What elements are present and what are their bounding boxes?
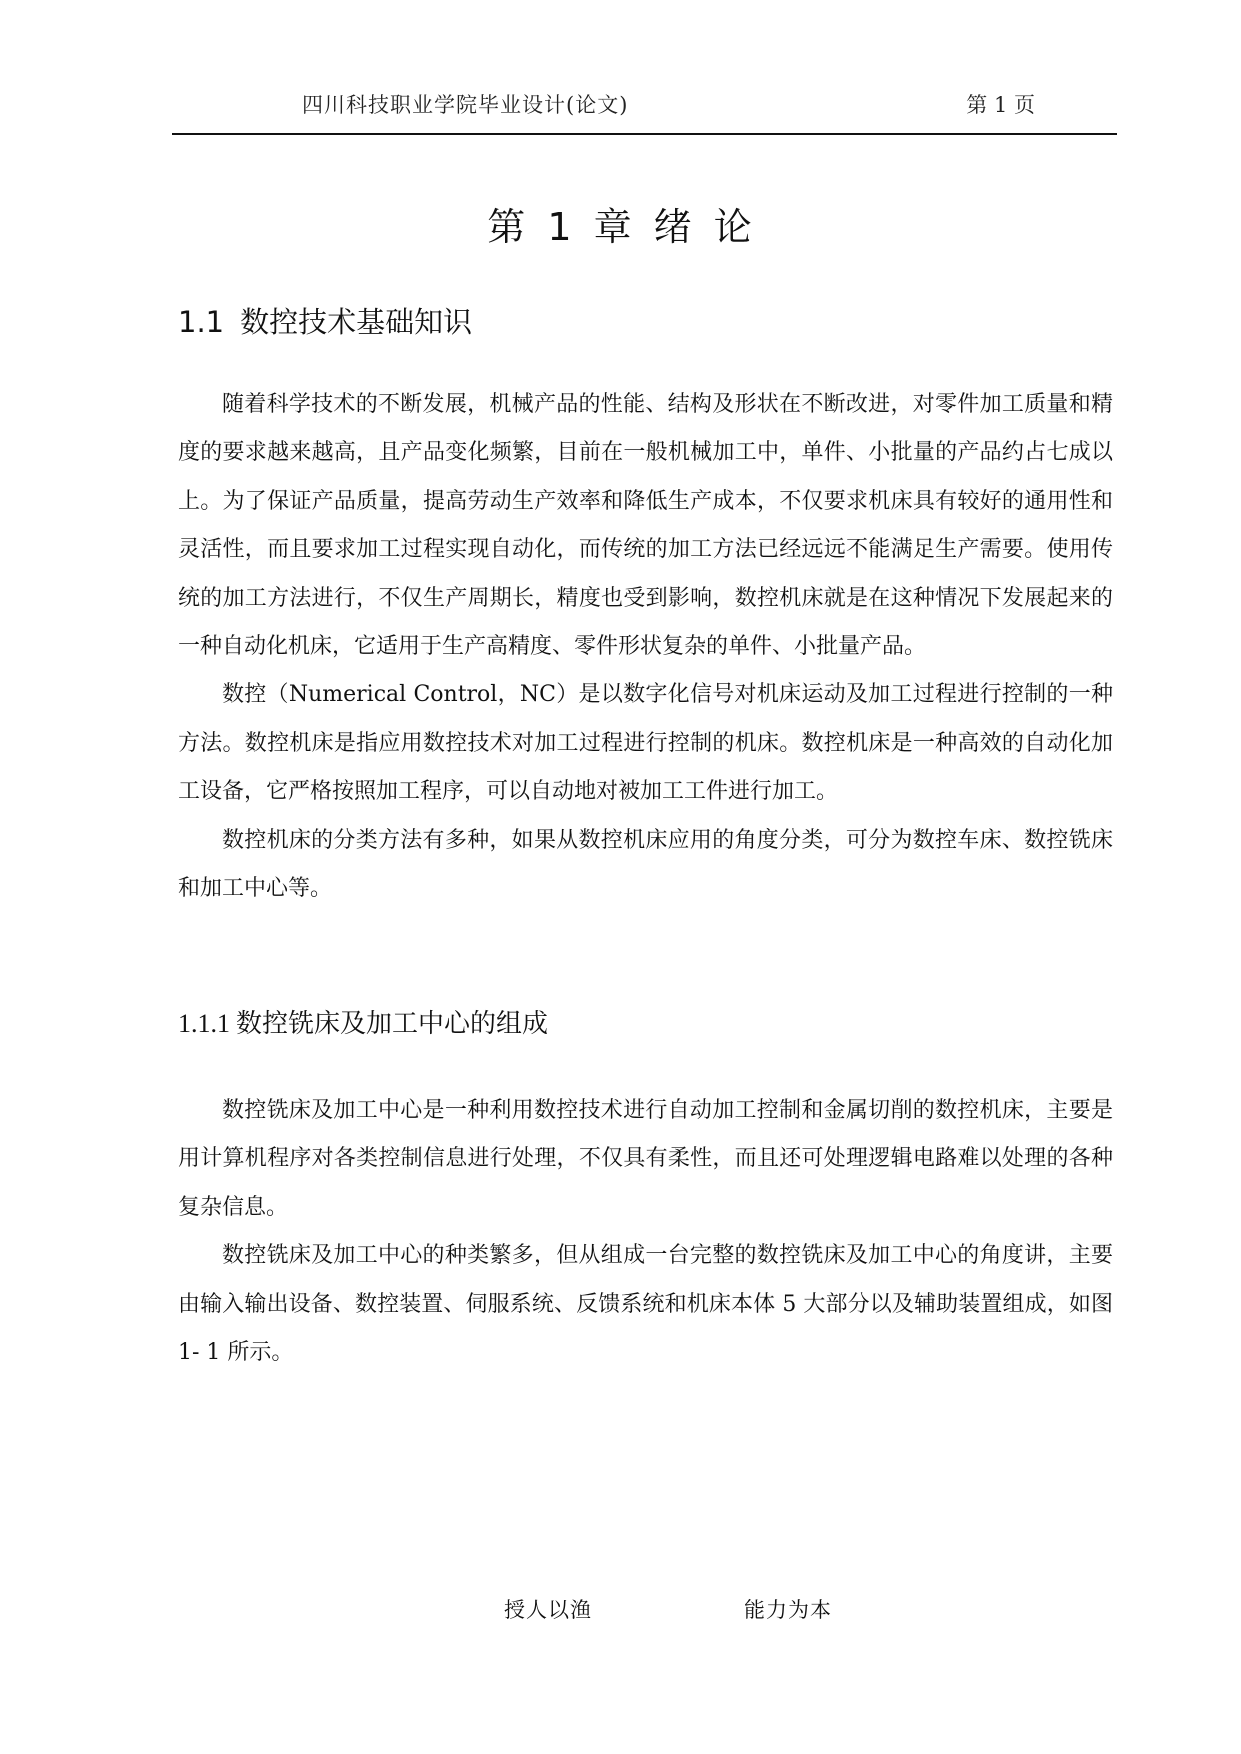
page-header — [172, 83, 1117, 123]
chapter-title: 第 1 章 绪 论 — [487, 205, 754, 249]
header-page-number: 第 1 页 — [966, 93, 1035, 117]
section-number: 1.1 — [178, 305, 225, 339]
section-body — [178, 381, 1113, 913]
paragraph: 随着科学技术的不断发展，机械产品的性能、结构及形状在不断改进，对零件加工质量和精度的要求越来越高，且产品变化频繁，目前在一般机械加工中，单件、小批量的产品约占七成以上。为了保证产品质量，提高劳动生产效率和降低生产成本，不仅要求机床具有较好的通用性和灵活性，而且要求加工过程实现自动化，而传统的加工方法已经远远不能满足生产需要。使用传统的加工方法进行，不仅生产周期长，精度也受到影响，数控机床就是在这种情况下发展起来的一种自动化机床，它适用于生产高精度、零件形状复杂的单件、小批量产品。 — [178, 392, 1113, 660]
paragraph: 数控机床的分类方法有多种，如果从数控机床应用的角度分类，可分为数控车床、数控铣床和加工中心等。 — [178, 827, 1113, 902]
paragraph: 数控铣床及加工中心是一种利用数控技术进行自动加工控制和金属切削的数控机床，主要是用计算机程序对各类控制信息进行处理，不仅具有柔性，而且还可处理逻辑电路难以处理的各种复杂信息。 — [178, 1098, 1113, 1220]
subsection-number: 1.1.1 — [178, 1009, 230, 1038]
header-divider — [172, 133, 1117, 135]
paragraph: 数控铣床及加工中心的种类繁多，但从组成一台完整的数控铣床及加工中心的角度讲，主要由输入输出设备、数控装置、伺服系统、反馈系统和机床本体 5 大部分以及辅助装置组成，如图 1- 1 所示。 — [178, 1243, 1113, 1366]
header-title: 四川科技职业学院毕业设计(论文) — [302, 93, 629, 117]
footer-motto-left: 授人以渔 — [504, 1598, 592, 1622]
subsection-title: 数控铣床及加工中心的组成 — [236, 1009, 549, 1039]
section-heading — [178, 300, 472, 341]
subsection-heading — [178, 1003, 548, 1040]
footer-motto-right: 能力为本 — [744, 1598, 832, 1622]
section-title: 数控技术基础知识 — [240, 305, 473, 339]
paragraph: 数控（Numerical Control，NC）是以数字化信号对机床运动及加工过程进行控制的一种方法。数控机床是指应用数控技术对加工过程进行控制的机床。数控机床是一种高效的自动化加工设备，它严格按照加工程序，可以自动地对被加工工件进行加工。 — [178, 682, 1113, 805]
page-footer — [0, 1594, 1241, 1624]
subsection-body — [178, 1087, 1113, 1377]
